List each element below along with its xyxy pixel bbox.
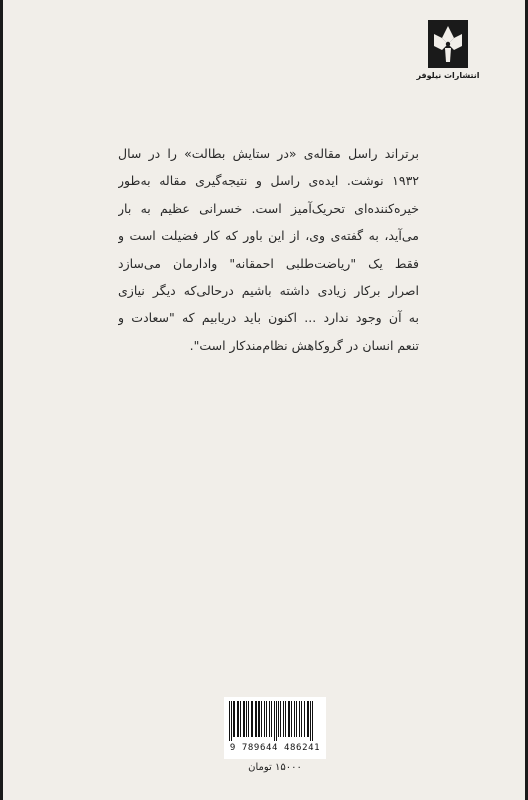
isbn-barcode bbox=[224, 697, 326, 759]
barcode-bar bbox=[237, 701, 239, 737]
nilufar-lotus-logo-icon bbox=[428, 20, 468, 68]
barcode-bar bbox=[240, 701, 241, 737]
barcode-bar bbox=[269, 701, 270, 737]
barcode-bar bbox=[285, 701, 286, 737]
barcode-bar bbox=[229, 701, 230, 741]
barcode-bar bbox=[246, 701, 247, 737]
barcode-bar bbox=[278, 701, 279, 737]
blurb-line: خیره‌کننده‌ای تحریک‌آمیز است. خسرانی عظیم به بار bbox=[118, 200, 419, 216]
barcode-bar bbox=[304, 701, 305, 737]
blurb-line: ۱۹۳۲ نوشت. ایده‌ی راسل و نتیجه‌گیری مقاله به‌طور bbox=[118, 173, 419, 189]
barcode-bar bbox=[283, 701, 284, 737]
blurb-line: فقط یک "ریاضت‌طلبی احمقانه" وادارمان می‌سازد bbox=[118, 255, 419, 271]
barcode-bars bbox=[228, 701, 322, 741]
publisher-name: انتشارات نیلوفر bbox=[416, 71, 480, 80]
barcode-bar bbox=[261, 701, 262, 737]
back-cover-blurb bbox=[118, 140, 419, 359]
barcode-bar bbox=[255, 701, 257, 737]
barcode-bar bbox=[310, 701, 311, 741]
blurb-line: به آن وجود ندارد ... اکنون باید دریابیم که "سعادت و bbox=[118, 310, 419, 326]
barcode-bar bbox=[248, 701, 249, 737]
blurb-line: می‌آید، به گفته‌ی وی، از این باور که کار فضیلت است و bbox=[118, 228, 419, 244]
barcode-bar bbox=[288, 701, 290, 737]
barcode-bar bbox=[299, 701, 300, 737]
barcode-bar bbox=[294, 701, 295, 737]
barcode-bar bbox=[258, 701, 260, 737]
barcode-bar bbox=[301, 701, 302, 737]
barcode-bar bbox=[271, 701, 272, 737]
barcode-bar bbox=[307, 701, 309, 737]
blurb-line: برتراند راسل مقاله‌ی «در ستایش بطالت» را در سال bbox=[118, 146, 419, 161]
barcode-bar bbox=[280, 701, 281, 737]
isbn-number: 9 789644 486241 bbox=[229, 743, 321, 753]
barcode-bar bbox=[231, 701, 232, 741]
barcode-bar bbox=[243, 701, 245, 737]
publisher-block bbox=[416, 20, 480, 80]
barcode-bar bbox=[274, 701, 275, 741]
price-label: ۱۵۰۰۰ تومان bbox=[248, 762, 302, 773]
barcode-bar bbox=[266, 701, 267, 737]
barcode-bar bbox=[312, 701, 313, 741]
barcode-bar bbox=[233, 701, 235, 737]
barcode-bar bbox=[264, 701, 265, 737]
barcode-bar bbox=[251, 701, 253, 737]
blurb-line: تنعم انسان در گروکاهش نظام‌مندکار است". bbox=[189, 337, 419, 353]
barcode-bar bbox=[296, 701, 297, 737]
barcode-bar bbox=[291, 701, 292, 737]
barcode-bar bbox=[276, 701, 277, 741]
blurb-line: اصرار برکار زیادی داشته باشیم درحالی‌که دیگر نیازی bbox=[118, 282, 419, 298]
cover-left-edge bbox=[0, 0, 3, 800]
